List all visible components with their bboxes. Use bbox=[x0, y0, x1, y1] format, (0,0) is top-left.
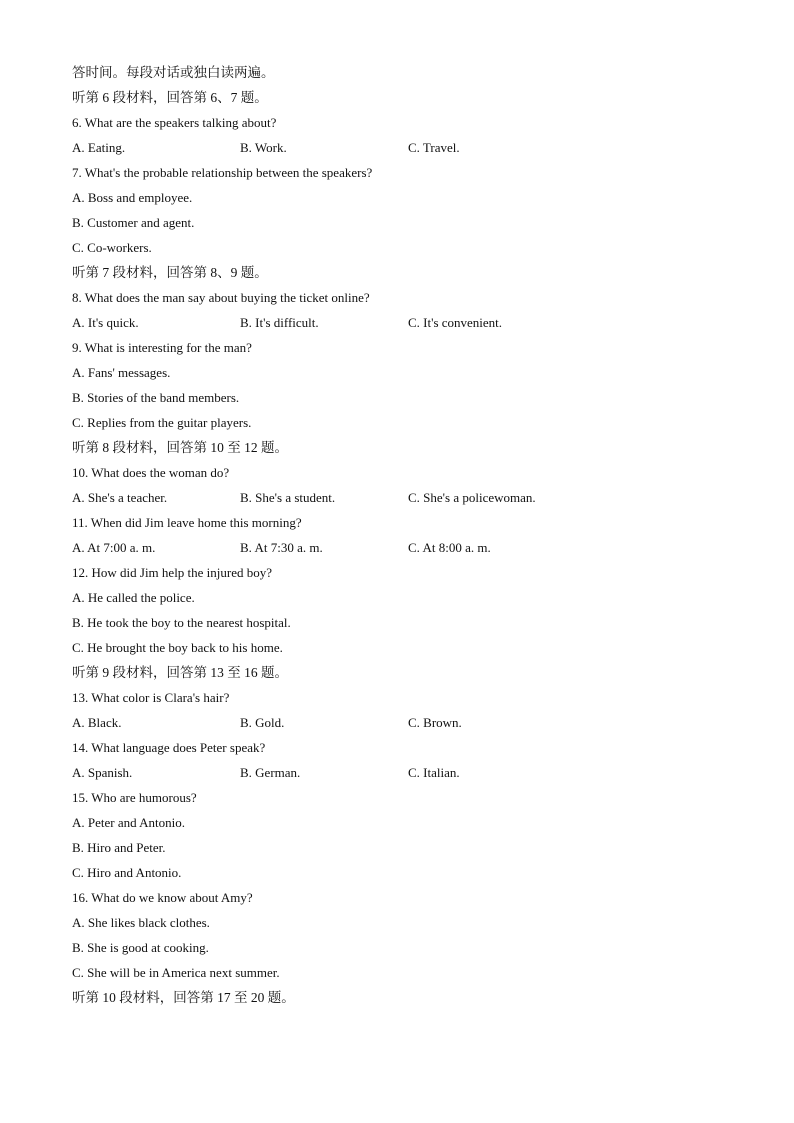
answer-option: A. It's quick. bbox=[72, 315, 139, 330]
text-line: 11. When did Jim leave home this morning? bbox=[72, 515, 302, 530]
answer-option: B. German. bbox=[240, 765, 301, 780]
text-line: 15. Who are humorous? bbox=[72, 790, 197, 805]
section-heading: 听第 7 段材料，回答第 8、9 题。 bbox=[72, 265, 268, 280]
answer-option: C. It's convenient. bbox=[408, 315, 503, 330]
text-line: 13. What color is Clara's hair? bbox=[72, 690, 230, 705]
text-line: 16. What do we know about Amy? bbox=[72, 890, 253, 905]
text-line: B. Hiro and Peter. bbox=[72, 840, 166, 855]
text-line: A. He called the police. bbox=[72, 590, 195, 605]
answer-options-row bbox=[72, 138, 752, 163]
answer-option: A. She's a teacher. bbox=[72, 490, 168, 505]
text-line: 7. What's the probable relationship between the speakers? bbox=[72, 165, 373, 180]
answer-option: B. At 7:30 a. m. bbox=[240, 540, 323, 555]
section-heading: 答时间。每段对话或独白读两遍。 bbox=[72, 65, 275, 80]
text-line: B. He took the boy to the nearest hospital. bbox=[72, 615, 291, 630]
document-page bbox=[72, 63, 752, 1013]
text-line: A. Fans' messages. bbox=[72, 365, 171, 380]
text-line: 6. What are the speakers talking about? bbox=[72, 115, 277, 130]
text-line: C. He brought the boy back to his home. bbox=[72, 640, 283, 655]
text-line: 14. What language does Peter speak? bbox=[72, 740, 266, 755]
text-line: B. Customer and agent. bbox=[72, 215, 195, 230]
answer-option: B. It's difficult. bbox=[240, 315, 319, 330]
section-heading: 听第 8 段材料，回答第 10 至 12 题。 bbox=[72, 440, 288, 455]
text-line: 12. How did Jim help the injured boy? bbox=[72, 565, 273, 580]
text-line: C. Replies from the guitar players. bbox=[72, 415, 252, 430]
answer-option: C. Italian. bbox=[408, 765, 460, 780]
answer-options-row bbox=[72, 538, 752, 563]
section-heading: 听第 6 段材料，回答第 6、7 题。 bbox=[72, 90, 268, 105]
answer-option: A. Black. bbox=[72, 715, 122, 730]
text-line: 9. What is interesting for the man? bbox=[72, 340, 252, 355]
section-heading: 听第 9 段材料，回答第 13 至 16 题。 bbox=[72, 665, 288, 680]
text-line: C. Hiro and Antonio. bbox=[72, 865, 182, 880]
answer-option: C. Brown. bbox=[408, 715, 462, 730]
answer-option: B. She's a student. bbox=[240, 490, 336, 505]
answer-options-row bbox=[72, 713, 752, 738]
section-heading: 听第 10 段材料，回答第 17 至 20 题。 bbox=[72, 990, 295, 1005]
answer-option: A. At 7:00 a. m. bbox=[72, 540, 156, 555]
text-line: 10. What does the woman do? bbox=[72, 465, 230, 480]
answer-option: B. Gold. bbox=[240, 715, 285, 730]
answer-options-row bbox=[72, 763, 752, 788]
text-line: 8. What does the man say about buying the ticket online? bbox=[72, 290, 370, 305]
answer-option: C. At 8:00 a. m. bbox=[408, 540, 491, 555]
answer-options-row bbox=[72, 313, 752, 338]
text-line: A. Boss and employee. bbox=[72, 190, 193, 205]
answer-option: A. Eating. bbox=[72, 140, 126, 155]
answer-option: C. Travel. bbox=[408, 140, 460, 155]
text-line: B. Stories of the band members. bbox=[72, 390, 240, 405]
text-line: A. She likes black clothes. bbox=[72, 915, 210, 930]
answer-option: C. She's a policewoman. bbox=[408, 490, 536, 505]
answer-options-row bbox=[72, 488, 752, 513]
text-line: C. She will be in America next summer. bbox=[72, 965, 280, 980]
text-line: B. She is good at cooking. bbox=[72, 940, 209, 955]
text-line: A. Peter and Antonio. bbox=[72, 815, 186, 830]
answer-option: B. Work. bbox=[240, 140, 287, 155]
text-line: C. Co-workers. bbox=[72, 240, 152, 255]
answer-option: A. Spanish. bbox=[72, 765, 133, 780]
